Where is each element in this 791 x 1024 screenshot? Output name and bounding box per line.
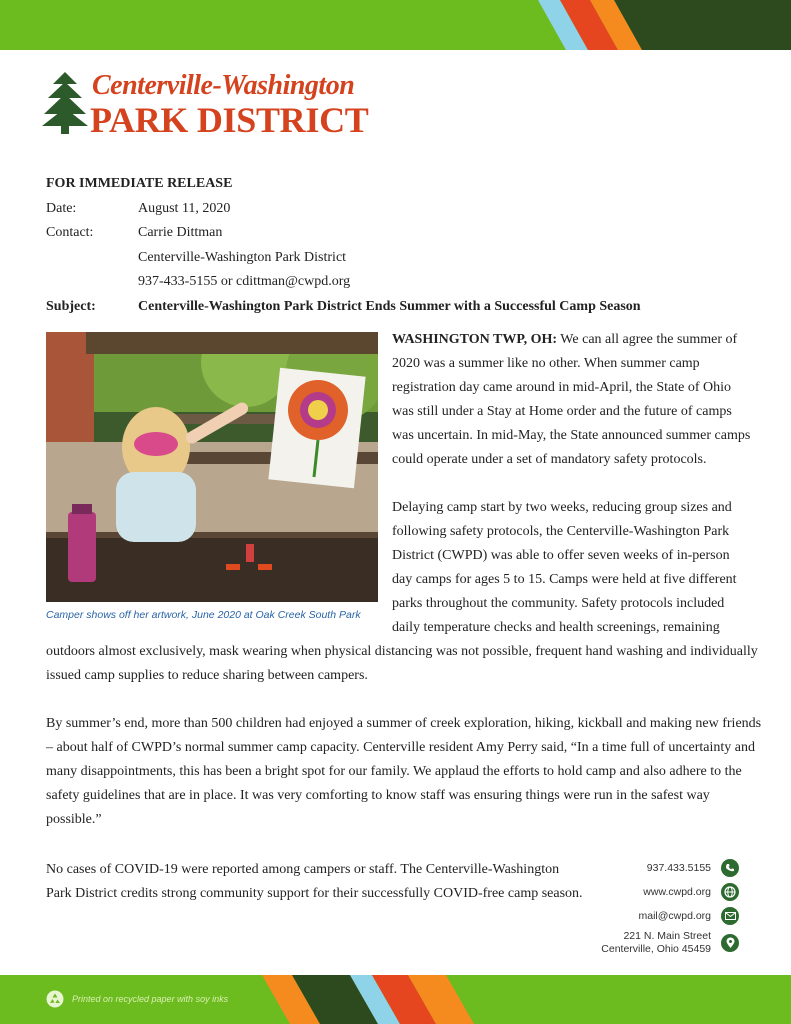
dateline: WASHINGTON TWP, OH:: [392, 332, 558, 347]
p1-line: 2020 was a summer like no other. When summer camp: [392, 356, 700, 371]
p1-line: registration day came around in mid-April, the State of Ohio: [392, 380, 732, 395]
top-color-band: [0, 0, 791, 50]
contact-phone-email: 937-433-5155 or cdittman@cwpd.org: [138, 274, 351, 289]
p2-line: Delaying camp start by two weeks, reducing group sizes and: [392, 500, 732, 515]
address-line-2: Centerville, Ohio 45459: [601, 943, 711, 955]
p2-line: District (CWPD) was able to offer seven weeks of in-person: [392, 548, 730, 563]
p1-line: was uncertain. In mid-May, the State announced summer camps: [392, 428, 751, 443]
globe-icon: [721, 883, 739, 901]
subject-value: Centerville-Washington Park District Ends Summer with a Successful Camp Season: [138, 298, 641, 314]
p1-line: was still under a Stay at Home order and the future of camps: [392, 404, 732, 419]
recycled-paper-text: Printed on recycled paper with soy inks: [72, 994, 229, 1004]
p3-line: safety guidelines that are in place. It was very comforting to know staff was ensuring things were run in the safest way: [46, 788, 710, 803]
subject-label: Subject:: [46, 298, 96, 314]
contact-email[interactable]: mail@cwpd.org: [638, 910, 711, 922]
p2-line: day camps for ages 5 to 15. Camps were held at five different: [392, 572, 737, 587]
paragraph-3: [46, 712, 762, 832]
date-value: August 11, 2020: [138, 200, 231, 216]
p3-line: many disappointments, this has been a bright spot for our family. We applaud the efforts to hold camp and also adhere to the: [46, 764, 742, 779]
location-pin-icon: [721, 934, 739, 952]
contact-label: Contact:: [46, 225, 94, 240]
release-label: FOR IMMEDIATE RELEASE: [46, 176, 233, 191]
paragraph-1: [392, 328, 752, 472]
p2-line: following safety protocols, the Centerville-Washington Park: [392, 524, 730, 539]
park-district-logo: [42, 72, 382, 138]
paragraph-2-column: [392, 496, 752, 640]
pine-tree-icon: [42, 72, 88, 134]
date-label: Date:: [46, 200, 77, 216]
recycle-icon: [46, 990, 64, 1008]
camper-photo: [46, 332, 378, 602]
p2-line: daily temperature checks and health screenings, remaining: [392, 620, 720, 635]
p3-line: possible.”: [46, 812, 102, 827]
p4-line: No cases of COVID-19 were reported among campers or staff. The Centerville-Washington: [46, 862, 560, 877]
release-header: [46, 172, 641, 319]
logo-line2: PARK DISTRICT: [90, 100, 369, 140]
photo-caption: Camper shows off her artwork, June 2020 at Oak Creek South Park: [46, 609, 361, 621]
p2-line: parks throughout the community. Safety protocols included: [392, 596, 725, 611]
contact-org: Centerville-Washington Park District: [138, 249, 347, 265]
p2-line: outdoors almost exclusively, mask wearing when physical distancing was not possible, frequent hand washing and individually: [46, 644, 758, 659]
paragraph-2-full: [46, 640, 758, 688]
logo-line1: Centerville-Washington: [92, 70, 355, 101]
p1-line: could operate under a set of mandatory safety protocols.: [392, 452, 707, 467]
recycled-paper-note: [46, 990, 228, 1008]
p3-line: By summer’s end, more than 500 children had enjoyed a summer of creek exploration, hiking, kickball and making new friends: [46, 716, 762, 731]
mail-icon: [721, 907, 739, 925]
p4-line: Park District credits strong community support for their successfully COVID-free camp season.: [46, 886, 583, 901]
p2-line: issued camp supplies to reduce sharing between campers.: [46, 668, 368, 683]
contact-name: Carrie Dittman: [138, 225, 223, 240]
p3-line: – about half of CWPD’s normal summer camp capacity. Centerville resident Amy Perry said, “In a time full of uncertainty and: [46, 740, 756, 755]
p1-line: We can all agree the summer of: [557, 332, 738, 347]
phone-icon: [721, 859, 739, 877]
contact-website[interactable]: www.cwpd.org: [643, 886, 711, 898]
contact-block: [601, 856, 739, 958]
contact-phone[interactable]: 937.433.5155: [646, 862, 711, 874]
address-line-1: 221 N. Main Street: [623, 930, 711, 942]
paragraph-4: [46, 858, 586, 906]
